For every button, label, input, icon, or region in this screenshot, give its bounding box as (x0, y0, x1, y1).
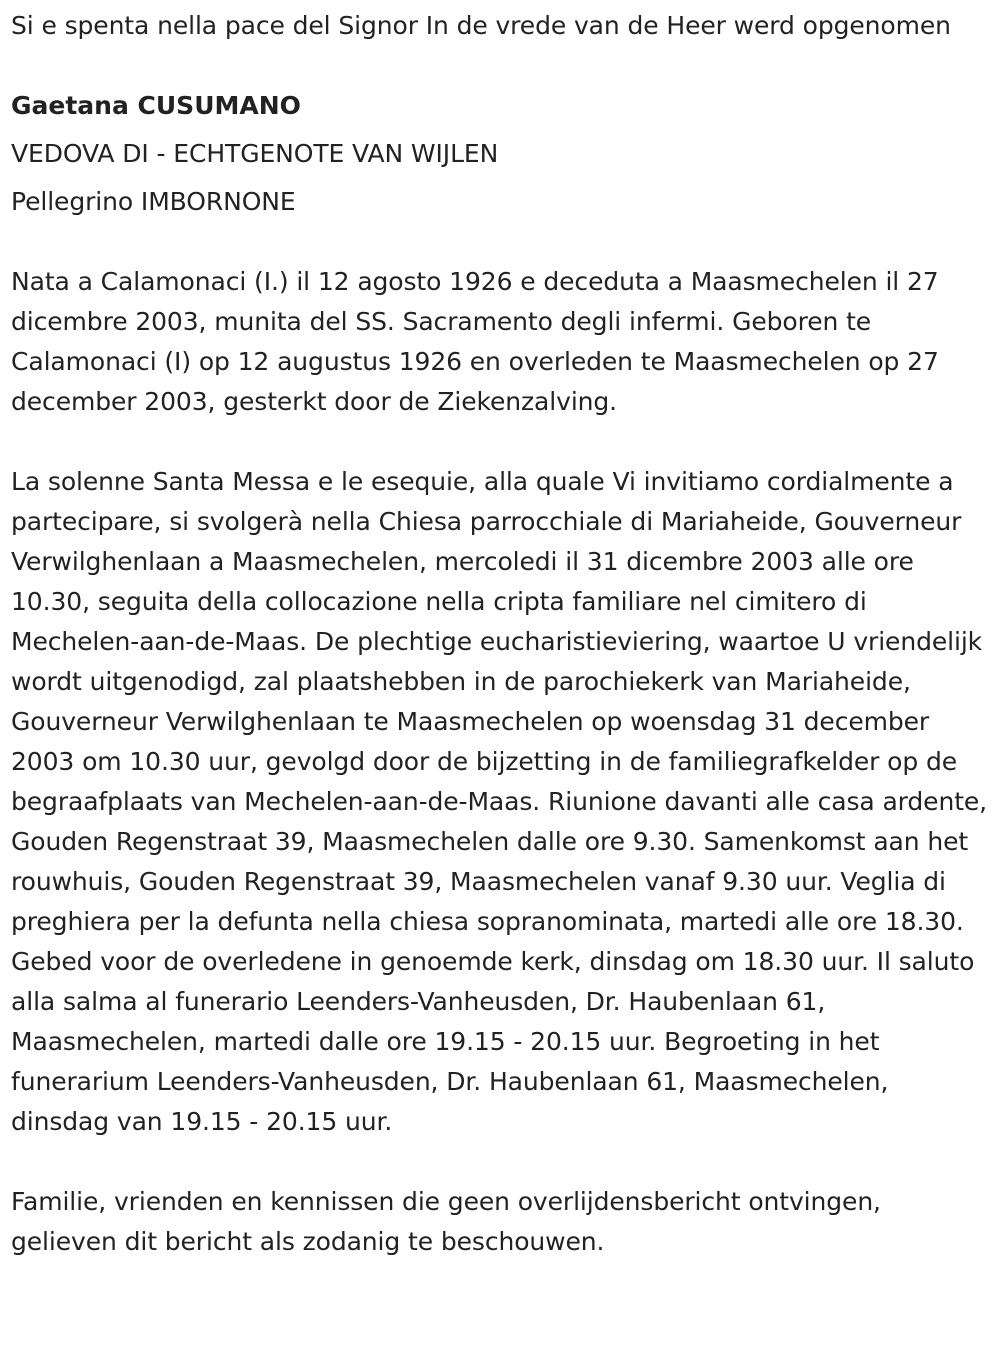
closing-paragraph: Familie, vrienden en kennissen die geen overlijdensbericht ontvingen, gelieven dit bericht als zodanig te beschouwen. (11, 1187, 881, 1256)
spouse-name: Pellegrino IMBORNONE (11, 187, 296, 216)
intro-text: Si e spenta nella pace del Signor In de vrede van de Heer werd opgenomen (11, 11, 951, 40)
deceased-name: Gaetana CUSUMANO (11, 91, 301, 120)
funeral-details-paragraph: La solenne Santa Messa e le esequie, alla quale Vi invitiamo cordialmente a partecipare, si svolgerà nella Chiesa parrocchiale di Mariaheide, Gouverneur Verwilghenlaan a Maasmechelen, mercoledi il 31 dicembre 2003 alle ore 10.30, seguita della collocazione nella cripta familiare nel cimitero di Mechelen-aan-de-Maas. De plechtige eucharistieviering, waartoe U vriendelijk wordt uitgenodigd, zal plaatshebben in de parochiekerk van Mariaheide, Gouverneur Verwilghenlaan te Maasmechelen op woensdag 31 december 2003 om 10.30 uur, gevolgd door de bijzetting in de familiegrafkelder op de begraafplaats van Mechelen-aan-de-Maas. Riunione davanti alle casa ardente, Gouden Regenstraat 39, Maasmechelen dalle ore 9.30. Samenkomst aan het rouwhuis, Gouden Regenstraat 39, Maasmechelen vanaf 9.30 uur. Veglia di preghiera per la defunta nella chiesa sopranominata, martedi alle ore 18.30. Gebed voor de overledene in genoemde kerk, dinsdag om 18.30 uur. Il saluto alla salma al funerario Leenders-Vanheusden, Dr. Haubenlaan 61, Maasmechelen, martedi dalle ore 19.15 - 20.15 uur. Begroeting in het funerarium Leenders-Vanheusden, Dr. Haubenlaan 61, Maasmechelen, dinsdag van 19.15 - 20.15 uur. (11, 467, 988, 1136)
relation-text: VEDOVA DI - ECHTGENOTE VAN WIJLEN (11, 139, 499, 168)
birth-death-paragraph: Nata a Calamonaci (I.) il 12 agosto 1926 e deceduta a Maasmechelen il 27 dicembre 2003, munita del SS. Sacramento degli infermi. Geboren te Calamonaci (I) op 12 augustus 1926 en overleden te Maasmechelen op 27 december 2003, gesterkt door de Ziekenzalving. (11, 267, 939, 416)
